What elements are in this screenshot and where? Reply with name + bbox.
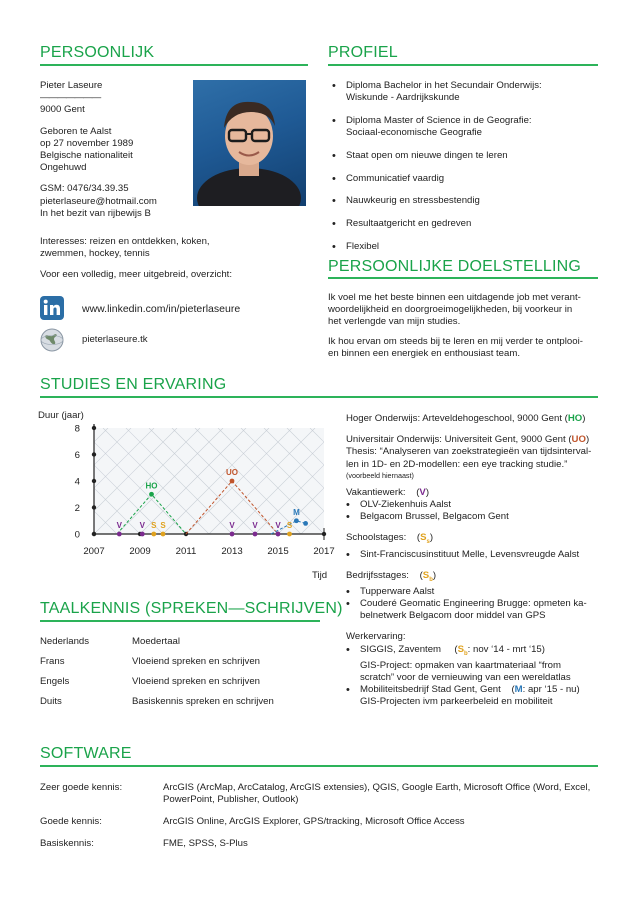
marker-label: V [229,521,235,530]
y-tick-label: 8 [74,423,80,435]
profile-item [332,150,600,162]
section-rule [40,64,308,66]
phone: GSM: 0476/34.39.35 [40,183,129,195]
y-tick [92,532,96,536]
work-experience-list [346,644,604,709]
bedrijf-code: S [422,569,430,581]
y-tick [92,479,96,483]
series-point [303,521,308,526]
goal-p1-line2: woordelijkheid en doorgroeimogelijkheden, bij voorkeur in [328,304,573,316]
software-list: FME, SPSS, S-Plus [163,838,248,849]
language-level: Moedertaal [132,636,180,647]
list-item: • OLV-Ziekenhuis Aalst [346,499,604,511]
software-level-label: Basiskennis: [40,838,94,849]
thesis-line-1: Thesis: “Analyseren van zoekstrategieën van tijdsinterval- [346,446,592,458]
software-list: PowerPoint, Publisher, Outlook) [163,794,299,805]
linkedin-link[interactable]: www.linkedin.com/in/pieterlaseure [82,303,241,315]
goal-text [328,292,598,360]
y-tick-label: 4 [74,476,80,488]
x-tick-label: 2011 [175,546,197,557]
company-internships-list [346,586,604,623]
x-tick-label: 2015 [267,546,289,557]
civil-status: Ongehuwd [40,162,87,174]
item-line: belnetwerk Belgacom door middel van GPS [360,610,546,622]
company-internships-label: Bedrijfsstages: $(S_b)$ [346,569,437,583]
profile-item [332,115,600,139]
portrait-illustration [193,80,306,206]
list-item [346,598,604,622]
city: 9000 Gent [40,104,85,116]
grid-line [36,428,71,534]
list-item: • Belgacom Brussel, Belgacom Gent [346,511,604,523]
interests-line-1: Interesses: reizen en ontdekken, koken, [40,236,210,247]
language-name: Duits [40,696,62,707]
section-title-goal: PERSOONLIJKE DOELSTELLING [328,258,582,275]
x-tick [322,532,326,536]
section-title-languages: TAALKENNIS (SPREKEN—SCHRIJVEN) [40,600,343,617]
marker-point [117,532,122,537]
grid-line [324,428,336,534]
language-level: Vloeiend spreken en schrijven [132,676,260,687]
section-rule [328,64,598,66]
marker-point [161,532,166,537]
profile-item-line: • Staat open om nieuwe dingen te leren [346,149,508,161]
y-tick-label: 2 [74,503,80,514]
series-point [149,492,154,497]
ho-code: HO [567,413,583,424]
chart-xlabel: Tijd [312,570,328,580]
y-tick-label: 6 [74,450,80,461]
y-tick [92,426,96,430]
profile-item [332,173,600,185]
software-level-label: Zeer goede kennis: [40,782,123,793]
timeline-chart [36,404,336,580]
profile-item [332,218,600,230]
language-name: Engels [40,676,70,687]
language-name: Nederlands [40,636,90,647]
vak-code: V [419,486,426,498]
holiday-work-list [346,499,604,523]
studies-details [346,413,604,709]
x-tick-label: 2013 [221,546,243,557]
goal-p1-line3: het verlengde van mijn studies. [328,316,461,328]
series-point [294,518,299,523]
language-level: Basiskennis spreken en schrijven [132,696,274,707]
profile-photo [193,80,306,206]
y-tick [92,452,96,456]
point-label: M [293,507,300,517]
name-divider: ——————— [40,92,101,104]
interests [40,236,310,282]
goal-p2-line2: en binnen een energiek en enthousiast team. [328,347,521,359]
grid-line [36,428,94,534]
ho-text: Hoger Onderwijs: Arteveldehogeschool, 9000 Gent ( [346,413,568,424]
series-point [230,479,235,484]
software-list: ArcGIS Online, ArcGIS Explorer, GPS/tracking, Microsoft Office Access [163,816,465,827]
marker-point [287,532,292,537]
job-period: : apr ‘15 - nu) [522,684,580,696]
uo-text: Universitair Onderwijs: Universiteit Gent, 9000 Gent ( [346,434,572,446]
profile-item-line: • Diploma Master of Science in de Geografie: [346,114,532,126]
grid-line [36,428,62,534]
grid-line [333,428,336,534]
bedrijf-sub: b [429,576,433,583]
website-link[interactable]: pieterlaseure.tk [82,334,148,345]
job-code: S [457,643,464,655]
email[interactable]: pieterlaseure@hotmail.com [40,195,157,207]
job-desc: GIS-Projecten ivm parkeerbeleid en mobiliteit [360,696,553,708]
section-title-software: SOFTWARE [40,745,132,762]
job-title: Mobiliteitsbedrijf Stad Gent, Gent [360,684,501,696]
marker-label: V [139,521,145,530]
university-education: Universitair Onderwijs: Universiteit Gent, 9000 Gent (UO) [346,434,590,446]
job-desc: GIS-Project: opmaken van kaartmateriaal “from [360,659,562,671]
software-list: ArcGIS (ArcMap, ArcCatalog, ArcGIS extensies), QGIS, Google Earth, Microsoft Office (Word, Excel, [163,782,591,793]
job-title: SIGGIS, Zaventem [360,643,442,655]
marker-point [253,532,258,537]
marker-label: V [252,521,258,530]
item-line: Couderé Geomatic Engineering Brugge: opmeten ka- [360,598,587,610]
section-title-profile: PROFIEL [328,44,398,61]
uo-code: UO [571,434,586,446]
profile-item-line: • Resultaatgericht en gedreven [346,217,472,229]
school-code: S [420,532,427,544]
higher-education: Hoger Onderwijs: Arteveldehogeschool, 9000 Gent (HO) [346,413,586,424]
section-title-studies: STUDIES EN ERVARING [40,376,227,393]
job-desc: scratch” voor de vernieuwing van een wereldatlas [360,671,571,683]
profile-item [332,195,600,207]
list-item: • SIGGIS, Zaventem ($S_b$: nov ‘14 - mrt ‘15) GIS-Project: opmaken van kaartmateriaal “from scratch” voor de vernieuwing van een wereldatlas [346,644,604,685]
goal-p1-line1: Ik voel me het beste binnen een uitdagende job met verant- [328,292,581,303]
chart-ylabel: Duur (jaar) [38,410,84,421]
grid-line [36,428,48,534]
drivers-license: In het bezit van rijbewijs B [40,207,151,219]
goal-p2-line1: Ik hou ervan om steeds bij te leren en mij verder te ontplooi- [328,335,583,347]
section-rule [40,620,320,622]
profile-item [332,80,600,104]
profile-item-line: • Diploma Bachelor in het Secundair Onderwijs: [346,80,542,91]
marker-label: S [160,521,166,530]
job-period: : nov ‘14 - mrt ‘15) [467,643,545,655]
plot-background [94,428,324,534]
language-level: Vloeiend spreken en schrijven [132,656,260,667]
thesis-note: (voorbeeld hiernaast) [346,470,414,480]
section-title-personal: PERSOONLIJK [40,44,155,61]
section-rule [328,277,598,279]
thesis-line-2: len in 1D- en 2D-modellen: een eye tracking studie.” [346,458,568,470]
x-tick-label: 2009 [129,546,151,557]
chart-grid [36,428,336,534]
nationality: Belgische nationaliteit [40,150,133,162]
job-sub: b [463,650,468,657]
birthplace: Geboren te Aalst [40,125,112,137]
marker-point [140,532,145,537]
point-label: HO [145,481,158,491]
profile-item [332,241,600,253]
software-level-label: Goede kennis: [40,816,102,827]
linkedin-icon[interactable] [40,296,64,320]
section-rule [40,396,598,398]
language-name: Frans [40,656,65,667]
x-tick-label: 2017 [313,546,335,557]
list-item: • Mobiliteitsbedrijf Stad Gent, Gent (M: apr ‘15 - nu) GIS-Projecten ivm parkeerbeleid en mobiliteit [346,684,604,708]
vak-label: Vakantiewerk: [346,486,406,498]
list-item: • Sint-Franciscusinstituut Melle, Levensvreugde Aalst [346,549,604,561]
marker-point [230,532,235,537]
section-rule [40,765,598,767]
point-label: UO [226,468,238,477]
y-tick [92,505,96,509]
personal-info [40,80,210,220]
list-item: • Tupperware Aalst [346,586,604,598]
school-internships-label: Schoolstages: $(S_s)$ [346,532,434,546]
profile-list [332,80,600,263]
birthdate: op 27 november 1989 [40,137,134,149]
x-tick-label: 2007 [83,546,105,557]
school-internships-list [346,549,604,561]
marker-label: V [116,521,122,530]
overview-text: Voor een volledig, meer uitgebreid, overzicht: [40,269,232,281]
marker-point [276,532,281,537]
work-experience-label: Werkervaring: [346,631,406,643]
school-sub: s [426,539,430,546]
interests-line-2: zwemmen, hockey, tennis [40,248,150,260]
y-tick-label: 0 [74,529,80,541]
school-label: Schoolstages: [346,532,407,544]
holiday-work-label: Vakantiewerk: (V) [346,486,430,498]
globe-icon[interactable] [40,328,64,352]
full-name: Pieter Laseure [40,80,103,91]
grid-line [36,428,39,534]
profile-item-line: • Communicatief vaardig [346,172,445,184]
bedrijf-label: Bedrijfsstages: [346,569,409,581]
profile-item-line: • Nauwkeurig en stressbestendig [346,195,480,207]
profile-item-line: Sociaal-economische Geografie [346,127,482,139]
marker-label: V [275,521,281,530]
profile-item-line: Wiskunde - Aardrijkskunde [346,92,460,104]
marker-label: S [286,521,293,530]
job-code: M [514,684,523,696]
marker-label: S [151,521,157,530]
profile-item-line: • Flexibel [346,240,380,252]
marker-point [151,532,156,537]
